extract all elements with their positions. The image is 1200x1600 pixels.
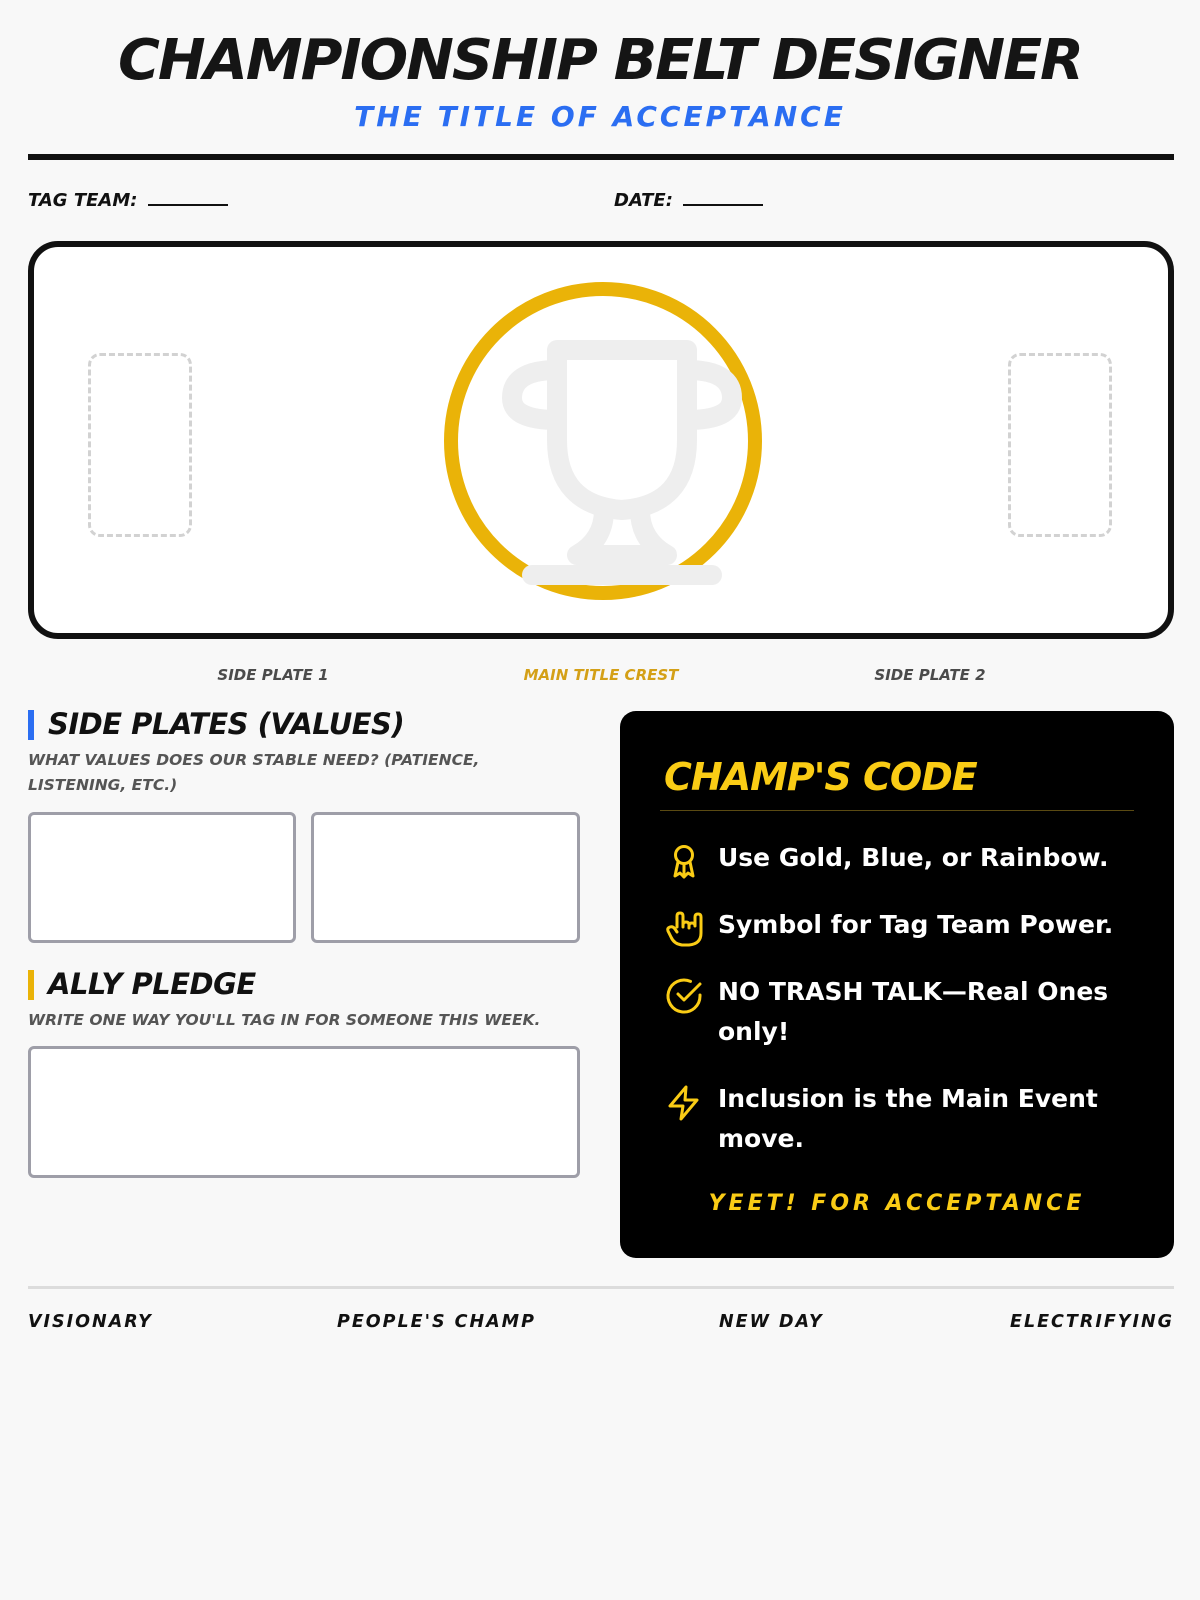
date-field[interactable]	[614, 190, 763, 211]
main-crest-label: MAIN TITLE CREST	[523, 666, 679, 684]
ally-pledge-heading	[28, 967, 256, 1001]
side-plate-2-slot[interactable]	[1008, 353, 1112, 537]
code-item	[664, 972, 1134, 1052]
code-item-text: Symbol for Tag Team Power.	[718, 910, 1114, 939]
code-item	[664, 838, 1134, 882]
award-ribbon-icon	[664, 842, 704, 882]
date-blank[interactable]	[683, 192, 763, 206]
code-item	[664, 1079, 1134, 1159]
champs-code-panel	[620, 711, 1174, 1258]
trophy-icon	[472, 310, 762, 600]
footer-tag: VISIONARY	[28, 1312, 153, 1332]
gold-accent-bar	[28, 970, 34, 1000]
code-item-text: Inclusion is the Main Event move.	[718, 1084, 1098, 1153]
page-title: CHAMPIONSHIP BELT DESIGNER	[117, 28, 1083, 93]
pledge-box[interactable]	[28, 1046, 580, 1178]
champs-code-divider	[660, 810, 1134, 811]
blue-accent-bar	[28, 710, 34, 740]
header-divider	[28, 154, 1174, 160]
code-item-text: NO TRASH TALK—Real Ones only!	[718, 977, 1109, 1046]
value-box-1[interactable]	[28, 812, 296, 943]
footer-tag: ELECTRIFYING	[1010, 1312, 1174, 1332]
value-box-2[interactable]	[311, 812, 580, 943]
ally-pledge-hint: WRITE ONE WAY YOU'LL TAG IN FOR SOMEONE THIS WEEK.	[28, 1011, 541, 1029]
tag-team-label: TAG TEAM:	[28, 190, 144, 211]
rock-hand-icon	[664, 909, 704, 949]
code-item	[664, 905, 1134, 949]
main-title-crest[interactable]	[444, 282, 762, 600]
side-plates-heading-text: SIDE PLATES (VALUES)	[48, 707, 405, 741]
footer-tag: PEOPLE'S CHAMP	[337, 1312, 536, 1332]
date-label: DATE:	[614, 190, 680, 211]
champs-code-tagline: YEET! FOR ACCEPTANCE	[708, 1191, 1086, 1216]
tag-team-field[interactable]	[28, 190, 228, 211]
tag-team-blank[interactable]	[148, 192, 228, 206]
side-plate-2-label: SIDE PLATE 2	[874, 666, 986, 684]
belt-canvas[interactable]	[28, 241, 1174, 639]
ally-pledge-heading-text: ALLY PLEDGE	[48, 967, 256, 1001]
side-plate-1-slot[interactable]	[88, 353, 192, 537]
check-circle-icon	[664, 976, 704, 1016]
side-plate-1-label: SIDE PLATE 1	[217, 666, 329, 684]
footer-tag: NEW DAY	[719, 1312, 824, 1332]
champs-code-title: CHAMP'S CODE	[664, 755, 977, 799]
code-item-text: Use Gold, Blue, or Rainbow.	[718, 843, 1109, 872]
side-plates-hint: WHAT VALUES DOES OUR STABLE NEED? (PATIENCE, LISTENING, ETC.)	[28, 751, 480, 794]
side-plates-heading	[28, 707, 404, 741]
page-subtitle: THE TITLE OF ACCEPTANCE	[354, 100, 846, 133]
lightning-bolt-icon	[664, 1083, 704, 1123]
footer-divider	[28, 1286, 1174, 1289]
